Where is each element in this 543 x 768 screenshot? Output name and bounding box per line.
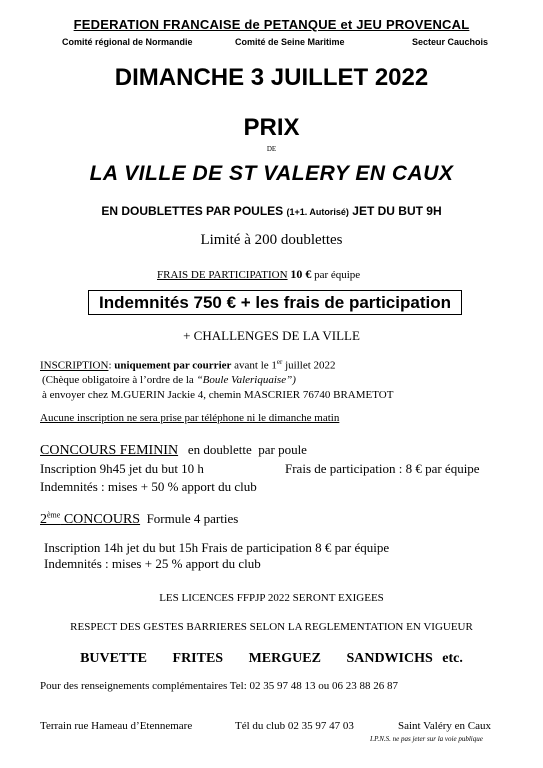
feminin-subtitle: en doublette par poule <box>178 442 307 457</box>
feminin-title-line <box>40 441 307 459</box>
etc-item: etc. <box>442 651 463 666</box>
federation-title: FEDERATION FRANCAISE de PETANQUE et JEU PROVENCAL <box>73 17 470 32</box>
second-line1: Inscription 14h jet du but 15h Frais de participation 8 € par équipe <box>44 540 390 555</box>
second-num: 2 <box>40 512 47 527</box>
terrain: Terrain rue Hameau d’Etennemare <box>40 720 193 732</box>
limite: Limité à 200 doublettes <box>200 232 343 248</box>
de-label: DE <box>266 145 277 153</box>
lieu: Saint Valéry en Caux <box>398 720 491 732</box>
frais-amount: 10 € <box>290 267 312 281</box>
aucune-line: Aucune inscription ne sera prise par téléphone ni le dimanche matin <box>40 412 340 424</box>
inscription-bold: uniquement par courrier <box>114 359 232 372</box>
feminin-line2: Indemnités : mises + 50 % apport du club <box>40 479 257 494</box>
indemnites-text: Indemnités 750 € + les frais de participation <box>99 293 451 312</box>
ipns: I.P.N.S. ne pas jeter sur la voie publique <box>370 735 483 743</box>
cheque-line <box>42 374 296 386</box>
jet-du-but: JET DU BUT 9H <box>352 204 442 218</box>
sandwichs-item: SANDWICHS <box>346 651 433 666</box>
licences: LES LICENCES FFPJP 2022 SERONT EXIGEES <box>159 592 384 604</box>
inscription-sup: er <box>276 358 283 366</box>
envoyer-line: à envoyer chez M.GUERIN Jackie 4, chemin MASCRIER 76740 BRAMETOT <box>42 389 394 401</box>
prix-title: PRIX <box>243 114 300 141</box>
inscription-label: INSCRIPTION <box>40 359 109 372</box>
frais-label: FRAIS DE PARTICIPATION <box>157 269 288 281</box>
format-line <box>0 204 543 218</box>
ville-title: LA VILLE DE ST VALERY EN CAUX <box>89 162 454 185</box>
buvette-line <box>0 651 543 667</box>
comite-regional: Comité régional de Normandie <box>62 37 193 47</box>
feminin-line1-a: Inscription 9h45 jet du but 10 h <box>40 461 204 476</box>
secteur: Secteur Cauchois <box>412 37 489 47</box>
inscription-rest-a: avant le 1 <box>231 359 277 372</box>
second-sup: ème <box>47 510 61 520</box>
format-note: (1+1. Autorisé) <box>286 207 349 217</box>
buvette-item: BUVETTE <box>80 651 148 666</box>
frites-item: FRITES <box>172 651 224 666</box>
indemnites-box <box>88 290 462 315</box>
inscription-rest-b: juillet 2022 <box>282 359 336 372</box>
second-title-line <box>40 510 238 528</box>
frais-line <box>157 267 360 282</box>
respect: RESPECT DES GESTES BARRIERES SELON LA REGLEMENTATION EN VIGUEUR <box>70 621 473 633</box>
second-title-text: CONCOURS <box>60 512 141 527</box>
frais-suffix: par équipe <box>314 269 361 281</box>
cheque-text: (Chèque obligatoire à l’ordre de la <box>42 374 197 386</box>
merguez-item: MERGUEZ <box>248 651 321 666</box>
renseignements: Pour des renseignements complémentaires Tel: 02 35 97 48 13 ou 06 23 88 26 87 <box>40 680 398 692</box>
club-tel: Tél du club 02 35 97 47 03 <box>235 720 354 732</box>
challenges: + CHALLENGES DE LA VILLE <box>183 328 360 343</box>
comite-seine: Comité de Seine Maritime <box>235 37 345 47</box>
second-title <box>40 512 140 527</box>
format-main: EN DOUBLETTES PAR POULES <box>101 204 284 218</box>
second-line2: Indemnités : mises + 25 % apport du club <box>44 556 261 571</box>
second-subtitle: Formule 4 parties <box>140 511 239 526</box>
feminin-title: CONCOURS FEMININ <box>40 443 179 458</box>
cheque-italic: “Boule Valeriquaise”) <box>196 374 296 386</box>
event-date: DIMANCHE 3 JUILLET 2022 <box>114 64 429 91</box>
inscription-colon: : <box>108 359 115 372</box>
feminin-line1-b: Frais de participation : 8 € par équipe <box>285 461 480 476</box>
inscription-line <box>40 358 336 372</box>
